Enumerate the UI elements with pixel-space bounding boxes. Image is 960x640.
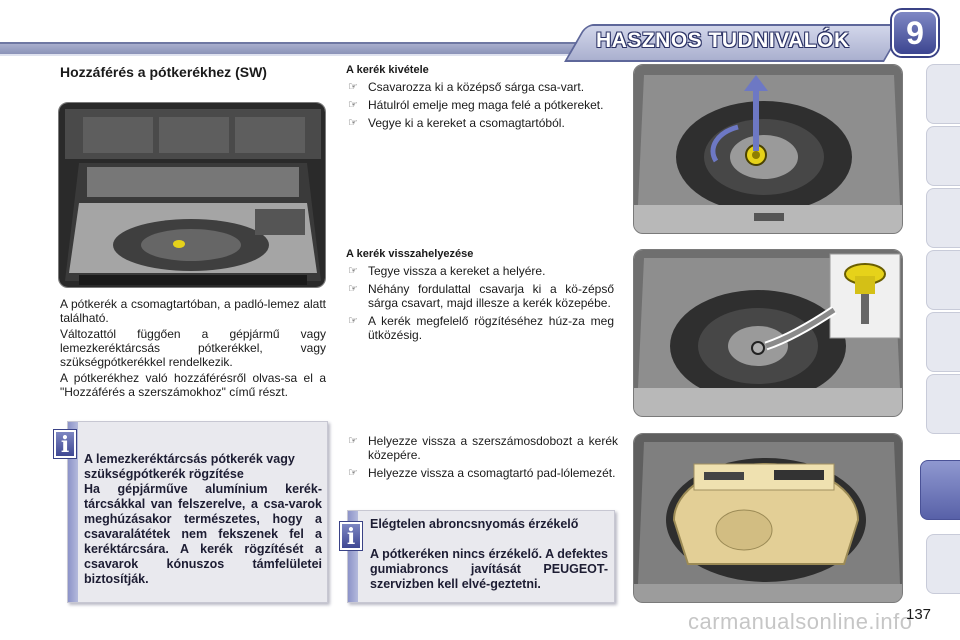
info-box-wheel-fixing <box>67 421 328 603</box>
watermark: carmanualsonline.info <box>688 609 913 634</box>
intro-paragraph: A pótkerék a csomagtartóban, a padló-lemez alatt található. <box>60 297 326 325</box>
info-box-title: A lemezkeréktárcsás pótkerék vagy szükségpótkerék rögzítése <box>84 452 295 481</box>
refit-steps <box>346 264 614 346</box>
pointing-hand-icon: ☞ <box>348 81 358 93</box>
side-tab[interactable] <box>926 126 960 186</box>
info-box-text: Ha gépjárműve alumínium kerék-tárcsákkal van felszerelve, a csa-varok meghúzásakor természetes, hogy a csavaralátétek nem fekszenek fel a keréktárcsára. A kerék rögzítését a csavarok kónuszos támfelületei biztosítják. <box>84 482 322 586</box>
side-tab[interactable] <box>926 312 960 372</box>
toolbox-photo <box>633 433 903 603</box>
refit-title: A kerék visszahelyezése <box>346 248 474 260</box>
pointing-hand-icon: ☞ <box>348 265 358 277</box>
wheel-removal-photo <box>633 64 903 234</box>
trunk-photo <box>58 102 326 288</box>
side-tab[interactable] <box>926 188 960 248</box>
info-box-title: Elégtelen abroncsnyomás érzékelő <box>370 517 579 531</box>
list-item <box>346 264 614 278</box>
wheel-refit-photo <box>633 249 903 417</box>
side-tab[interactable] <box>926 250 960 310</box>
page-number: 137 <box>906 606 932 623</box>
info-icon: i <box>340 522 362 550</box>
page-header <box>0 12 960 52</box>
pointing-hand-icon: ☞ <box>348 467 358 479</box>
step-text: Tegye vissza a kereket a helyére. <box>368 264 546 278</box>
list-item <box>346 116 614 130</box>
pointing-hand-icon: ☞ <box>348 315 358 327</box>
header-title: HASZNOS TUDNIVALÓK <box>596 29 850 52</box>
info-box-text: A pótkeréken nincs érzékelő. A defektes gumiabroncs javítását PEUGEOT-szervizben kell elvé-geztetni. <box>370 547 608 591</box>
removal-steps <box>346 80 614 134</box>
step-text: Néhány fordulattal csavarja ki a kö-zépső sárga csavart, majd illesze a kerék közepébe. <box>368 282 614 310</box>
list-item <box>346 314 614 342</box>
step-text: Helyezze vissza a csomagtartó pad-lólemezét. <box>368 466 616 480</box>
variant-paragraph: Változattól függően a gépjármű vagy lemezkeréktárcsás pótkerékkel, vagy szükségpótkerékkel rendelkezik. <box>60 327 326 369</box>
chapter-badge-icon: 9 <box>892 10 938 56</box>
final-steps <box>346 434 618 484</box>
list-item <box>346 434 618 462</box>
info-icon: i <box>54 430 76 458</box>
side-tab[interactable] <box>926 374 960 434</box>
side-tab[interactable] <box>926 64 960 124</box>
list-item <box>346 98 614 112</box>
pointing-hand-icon: ☞ <box>348 117 358 129</box>
step-text: Hátulról emelje meg maga felé a pótkereket. <box>368 98 604 112</box>
section-title: Hozzáférés a pótkerékhez (SW) <box>60 64 267 80</box>
step-text: Helyezze vissza a szerszámosdobozt a kerék közepére. <box>368 434 618 462</box>
step-text: Vegye ki a kereket a csomagtartóból. <box>368 116 565 130</box>
info-box-tyre-pressure <box>347 510 615 603</box>
list-item <box>346 466 618 480</box>
step-text: A kerék megfelelő rögzítéséhez húz-za meg ütközésig. <box>368 314 614 342</box>
pointing-hand-icon: ☞ <box>348 99 358 111</box>
side-tab[interactable] <box>926 534 960 594</box>
removal-title: A kerék kivétele <box>346 64 429 76</box>
list-item <box>346 80 614 94</box>
step-text: Csavarozza ki a középső sárga csa-vart. <box>368 80 585 94</box>
list-item <box>346 282 614 310</box>
pointing-hand-icon: ☞ <box>348 283 358 295</box>
side-tab-active[interactable] <box>920 460 960 520</box>
chapter-side-tabs <box>926 64 960 614</box>
access-paragraph: A pótkerékhez való hozzáférésről olvas-sa el a "Hozzáférés a szerszámokhoz" című részt. <box>60 371 326 399</box>
pointing-hand-icon: ☞ <box>348 435 358 447</box>
